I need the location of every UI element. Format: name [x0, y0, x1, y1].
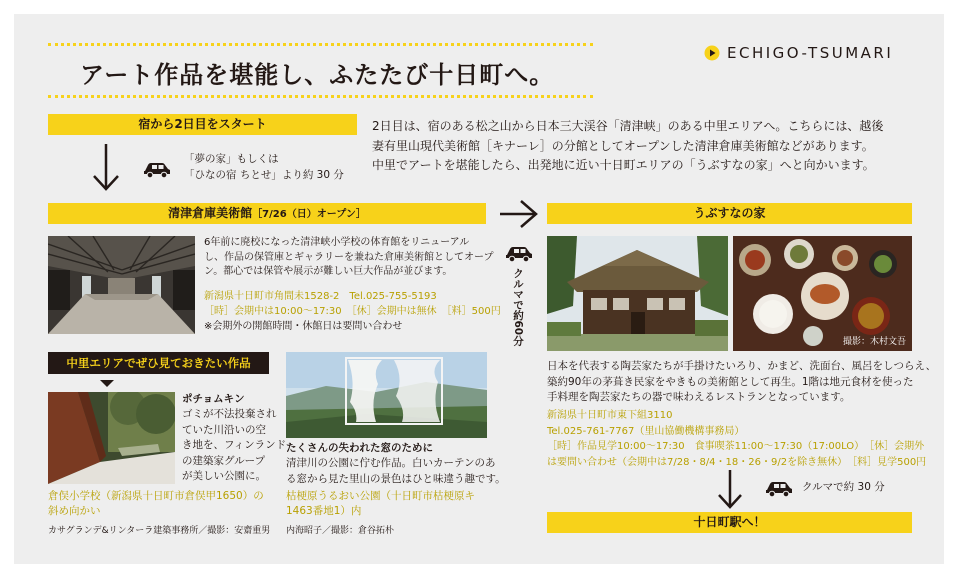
work2-place-line: 枯梗原うるおい公園（十日町市枯梗原キ	[286, 490, 475, 502]
kiyotsu-hours: ［時］会期中は10:00〜17:30 ［休］会期中は無休 ［料］500円	[204, 306, 501, 317]
ubusuna-house-photo	[547, 236, 728, 351]
start-route-line: 「ひなの宿 ちとせ」より約 30 分	[184, 169, 344, 181]
ubusuna-address: 新潟県十日町市東下組3110	[547, 410, 673, 421]
work2-desc	[286, 456, 506, 487]
kiyotsu-bar-name: 清津倉庫美術館	[168, 206, 253, 220]
ubusuna-bar: うぶすなの家	[547, 203, 912, 224]
start-route-text	[184, 151, 344, 183]
finish-route: クルマで約 30 分	[802, 481, 885, 493]
brand-name: ECHIGO-TSUMARI	[727, 44, 894, 62]
kiyotsu-photo	[48, 236, 195, 334]
work1-desc-line: が美しい公園に。	[182, 470, 266, 482]
car-icon	[504, 244, 534, 266]
work2-place-line: 1463番地1）内	[286, 505, 362, 517]
work1-credit: カサグランデ&リンターラ建築事務所／撮影：安齋重男	[48, 526, 271, 536]
ubusuna-desc-line: 築約90年の茅葺き民家をやきもの美術館として再生。1階は地元食材を使った	[547, 375, 914, 388]
play-circle-icon	[704, 45, 720, 65]
ubusuna-hours: ［時］作品見学10:00〜17:30 食事喫茶11:00〜17:30（17:00LO） ［休］会期外	[547, 441, 925, 452]
kiyotsu-note: ※会期外の開館時間・休館日は要問い合わせ	[204, 321, 403, 332]
down-arrow-icon	[714, 468, 746, 514]
intro-text	[372, 117, 932, 176]
work2-place	[286, 489, 475, 519]
right-arrow-icon	[497, 197, 539, 235]
kiyotsu-address: 新潟県十日町市角間未1528-2 Tel.025-755-5193	[204, 291, 437, 302]
work1-place	[48, 489, 264, 519]
windows-photo	[286, 352, 487, 438]
work2-desc-line: 清津川の公園に佇む作品。白いカーテンのあ	[286, 457, 496, 469]
potemkin-photo	[48, 392, 175, 484]
work1-desc-line: ゴミが不法投棄され	[182, 408, 277, 420]
intro-line: 妻有里山現代美術館［キナーレ］の分館としてオープンした清津倉庫美術館などがあります。	[372, 138, 874, 153]
nakasato-tag-label: 中里エリアでぜひ見ておきたい作品	[66, 356, 251, 370]
ubusuna-desc	[547, 359, 936, 406]
car-icon	[142, 160, 172, 182]
tag-pointer	[100, 373, 114, 392]
kiyotsu-desc-line: 6年前に廃校になった清津峡小学校の体育館をリニューアル	[204, 237, 470, 248]
ubusuna-food-photo	[733, 236, 912, 351]
car-icon	[764, 479, 794, 501]
work1-place-line: 斜め向かい	[48, 505, 101, 517]
work2-title: たくさんの失われた窓のために	[286, 442, 433, 454]
title-rule-top	[48, 43, 593, 46]
photo-credit: 撮影：木村文吾	[842, 337, 906, 347]
down-arrow-icon	[90, 142, 122, 196]
kiyotsu-bar	[48, 203, 486, 224]
kiyotsu-desc-line: ン。都心では保管や展示が難しい巨大作品が並びます。	[204, 266, 453, 277]
ubusuna-desc-line: 日本を代表する陶芸家たちが手掛けたいろり、かまど、洗面台、風呂をしつらえ、	[547, 360, 937, 372]
work1-place-line: 倉俣小学校（新潟県十日町市倉俣甲1650）の	[48, 490, 264, 502]
work1-desc-line: ていた川沿いの空	[182, 423, 266, 436]
start-bar: 宿から2日目をスタート	[48, 114, 357, 135]
work1-desc	[182, 407, 286, 485]
finish-bar: 十日町駅へ！	[547, 512, 912, 533]
ubusuna-tel: Tel.025-761-7767（里山協働機構事務局）	[547, 425, 745, 437]
ubusuna-info	[547, 408, 926, 470]
start-route-line: 「夢の家」もしくは	[184, 153, 279, 165]
work2-credit: 内海昭子／撮影：倉谷拓朴	[286, 526, 395, 536]
work2-desc-line: る窓から見た里山の景色はひと味違う趣です。	[286, 472, 506, 485]
kiyotsu-bar-note: ［7/26（日）オープン］	[252, 209, 366, 220]
page-title: アート作品を堪能し、ふたたび十日町へ。	[80, 61, 555, 89]
work1-title: ポチョムキン	[182, 393, 245, 405]
ubusuna-desc-line: 手料理を陶芸家たちの器で味わえるレストランとなっています。	[547, 391, 851, 403]
kiyotsu-desc-line: し、作品の保管庫とギャラリーを兼ねた倉庫美術館としてオープ	[204, 251, 494, 263]
transfer-text: クルマで約60分	[512, 268, 524, 346]
intro-line: 2日目は、宿のある松之山から日本三大渓谷「清津峡」のある中里エリアへ。こちらには、越後	[372, 119, 884, 133]
intro-line: 中里でアートを堪能したら、出発地に近い十日町エリアの「うぶすなの家」へと向かいます。	[372, 158, 875, 172]
ubusuna-hours: は要問い合わせ（会期中は7/28・8/4・18・26・9/2を除き無休） ［料］見学500円	[547, 456, 927, 468]
title-rule-bottom	[48, 95, 593, 98]
work1-desc-line: の建築家グループ	[182, 454, 266, 467]
nakasato-tag	[48, 352, 269, 374]
kiyotsu-desc	[204, 236, 494, 280]
work1-desc-line: き地を、フィンランド	[182, 439, 287, 451]
